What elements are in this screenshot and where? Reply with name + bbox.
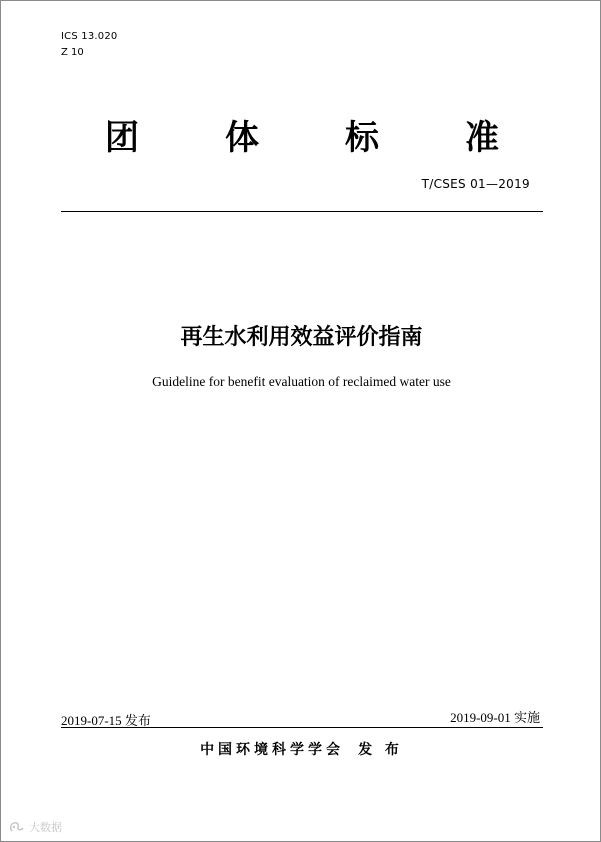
watermark: [9, 819, 62, 835]
publisher-line: [1, 739, 601, 759]
standard-type-heading: [61, 113, 543, 163]
watermark-text: 大数据: [29, 821, 62, 834]
standard-type-char: 准: [465, 118, 499, 158]
publisher-org: 中国环境科学学会: [200, 742, 345, 758]
implementation-date: 2019-09-01 实施: [450, 710, 540, 725]
standard-type-char: 标: [345, 118, 379, 158]
ccs-code: Z 10: [61, 47, 84, 58]
ics-code: ICS 13.020: [61, 31, 118, 42]
standard-type-char: 团: [105, 118, 139, 158]
document-title-chinese: 再生水利用效益评价指南: [180, 325, 423, 350]
watermark-logo-icon: [9, 820, 25, 834]
top-divider: [61, 211, 543, 212]
standard-type-char: 体: [225, 118, 259, 158]
document-title-english: Guideline for benefit evaluation of reclaimed water use: [152, 374, 451, 389]
issue-date: 2019-07-15 发布: [61, 713, 151, 728]
standard-number: T/CSES 01—2019: [421, 177, 530, 191]
publisher-action: 发 布: [358, 742, 403, 758]
bottom-divider: [61, 727, 543, 728]
